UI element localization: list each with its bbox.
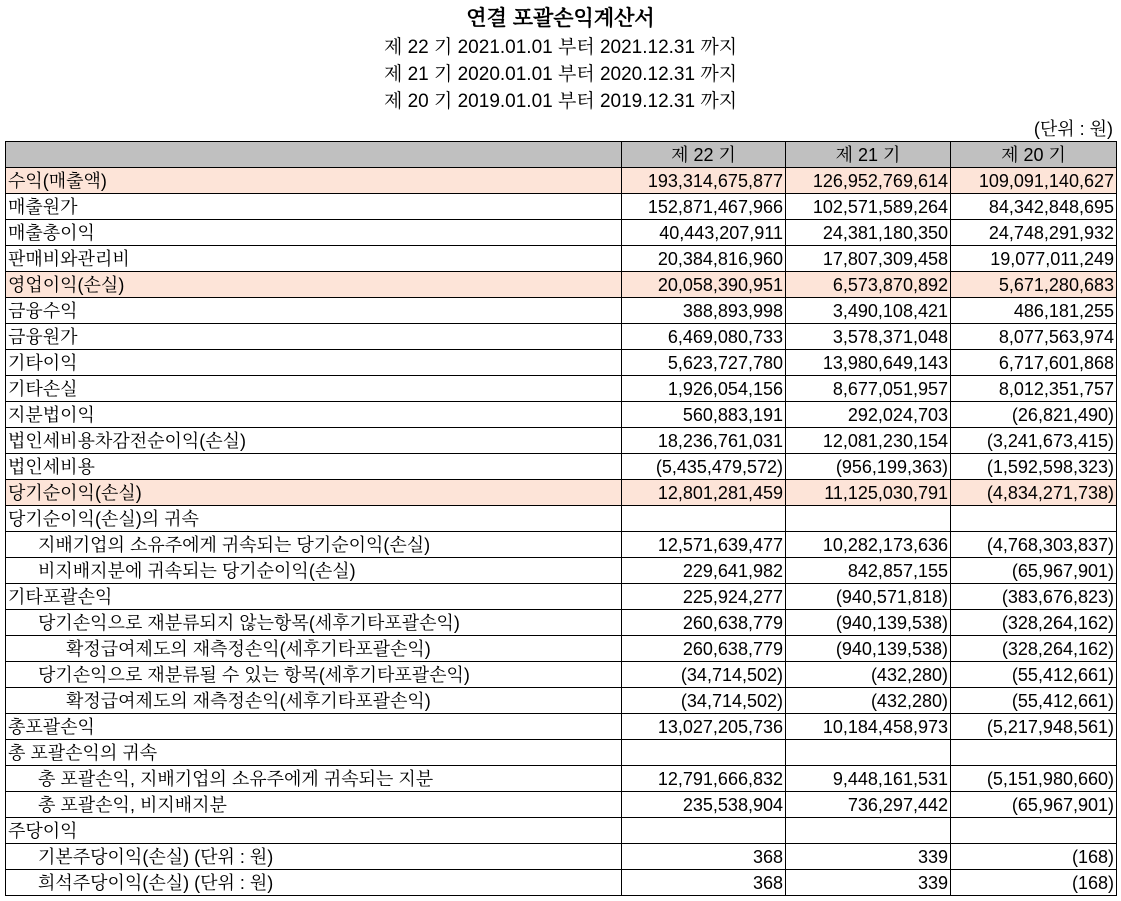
table-row xyxy=(6,454,1117,480)
row-value: (1,592,598,323) xyxy=(951,454,1117,480)
row-value: 84,342,848,695 xyxy=(951,194,1117,220)
table-row xyxy=(6,688,1117,714)
row-label: 지배기업의 소유주에게 귀속되는 당기순이익(손실) xyxy=(6,532,622,558)
row-value: 6,469,080,733 xyxy=(622,324,786,350)
row-value: 8,077,563,974 xyxy=(951,324,1117,350)
table-row xyxy=(6,428,1117,454)
row-value: (432,280) xyxy=(786,688,951,714)
table-row xyxy=(6,844,1117,870)
row-value: 10,184,458,973 xyxy=(786,714,951,740)
row-value: (168) xyxy=(951,870,1117,896)
row-label: 총 포괄손익의 귀속 xyxy=(6,740,622,766)
row-value: (5,217,948,561) xyxy=(951,714,1117,740)
statement-title: 연결 포괄손익계산서 xyxy=(466,7,655,30)
row-value: 368 xyxy=(622,870,786,896)
row-label: 금융수익 xyxy=(6,298,622,324)
row-value: 20,058,390,951 xyxy=(622,272,786,298)
row-value: 3,490,108,421 xyxy=(786,298,951,324)
row-value: 12,801,281,459 xyxy=(622,480,786,506)
row-value: (940,139,538) xyxy=(786,610,951,636)
row-value: 6,717,601,868 xyxy=(951,350,1117,376)
row-value: 292,024,703 xyxy=(786,402,951,428)
row-value: 842,857,155 xyxy=(786,558,951,584)
row-value: 102,571,589,264 xyxy=(786,194,951,220)
row-value: 10,282,173,636 xyxy=(786,532,951,558)
row-value: 9,448,161,531 xyxy=(786,766,951,792)
row-label: 판매비와관리비 xyxy=(6,246,622,272)
row-value: (5,151,980,660) xyxy=(951,766,1117,792)
column-header: 제 20 기 xyxy=(951,142,1117,168)
row-value: 40,443,207,911 xyxy=(622,220,786,246)
row-value: (328,264,162) xyxy=(951,636,1117,662)
row-value: (940,139,538) xyxy=(786,636,951,662)
row-label: 당기순이익(손실)의 귀속 xyxy=(6,506,622,532)
table-row xyxy=(6,376,1117,402)
row-value: (34,714,502) xyxy=(622,662,786,688)
row-label: 기타이익 xyxy=(6,350,622,376)
row-value: 152,871,467,966 xyxy=(622,194,786,220)
row-value: (328,264,162) xyxy=(951,610,1117,636)
table-row xyxy=(6,194,1117,220)
row-value: (3,241,673,415) xyxy=(951,428,1117,454)
table-row xyxy=(6,480,1117,506)
table-row xyxy=(6,610,1117,636)
row-value: (4,834,271,738) xyxy=(951,480,1117,506)
row-value: 11,125,030,791 xyxy=(786,480,951,506)
table-row xyxy=(6,298,1117,324)
row-value: 13,980,649,143 xyxy=(786,350,951,376)
row-value xyxy=(951,818,1117,844)
row-value xyxy=(622,506,786,532)
table-row xyxy=(6,558,1117,584)
row-label: 기타손실 xyxy=(6,376,622,402)
row-value: (5,435,479,572) xyxy=(622,454,786,480)
row-value: 19,077,011,249 xyxy=(951,246,1117,272)
table-row xyxy=(6,324,1117,350)
row-label: 당기순이익(손실) xyxy=(6,480,622,506)
row-value xyxy=(951,740,1117,766)
row-label: 영업이익(손실) xyxy=(6,272,622,298)
row-value: 5,671,280,683 xyxy=(951,272,1117,298)
table-row xyxy=(6,870,1117,896)
row-value: 260,638,779 xyxy=(622,610,786,636)
header-row xyxy=(6,142,1117,168)
row-value xyxy=(622,740,786,766)
period-line: 제 20 기 2019.01.01 부터 2019.12.31 까지 xyxy=(383,91,738,112)
row-label: 매출원가 xyxy=(6,194,622,220)
row-value: (168) xyxy=(951,844,1117,870)
row-label: 기본주당이익(손실) (단위 : 원) xyxy=(6,844,622,870)
row-value: 3,578,371,048 xyxy=(786,324,951,350)
row-value: 8,012,351,757 xyxy=(951,376,1117,402)
table-row xyxy=(6,272,1117,298)
table-row xyxy=(6,220,1117,246)
row-value: (34,714,502) xyxy=(622,688,786,714)
row-value: 24,748,291,932 xyxy=(951,220,1117,246)
period-line: 제 22 기 2021.01.01 부터 2021.12.31 까지 xyxy=(383,37,738,58)
row-value: 20,384,816,960 xyxy=(622,246,786,272)
row-value: (55,412,661) xyxy=(951,688,1117,714)
row-label: 희석주당이익(손실) (단위 : 원) xyxy=(6,870,622,896)
row-value: 388,893,998 xyxy=(622,298,786,324)
row-value: (26,821,490) xyxy=(951,402,1117,428)
table-row xyxy=(6,740,1117,766)
table-row xyxy=(6,792,1117,818)
row-value: (65,967,901) xyxy=(951,558,1117,584)
table-row xyxy=(6,714,1117,740)
table-row xyxy=(6,350,1117,376)
row-value: 339 xyxy=(786,844,951,870)
row-value: 235,538,904 xyxy=(622,792,786,818)
row-value: 109,091,140,627 xyxy=(951,168,1117,194)
row-value: 8,677,051,957 xyxy=(786,376,951,402)
table-row xyxy=(6,168,1117,194)
row-label: 금융원가 xyxy=(6,324,622,350)
row-label: 주당이익 xyxy=(6,818,622,844)
table-row xyxy=(6,506,1117,532)
row-label: 당기손익으로 재분류되지 않는항목(세후기타포괄손익) xyxy=(6,610,622,636)
row-label: 법인세비용 xyxy=(6,454,622,480)
row-value: 486,181,255 xyxy=(951,298,1117,324)
row-value: 6,573,870,892 xyxy=(786,272,951,298)
row-label: 확정급여제도의 재측정손익(세후기타포괄손익) xyxy=(6,636,622,662)
table-row xyxy=(6,662,1117,688)
row-label: 비지배지분에 귀속되는 당기순이익(손실) xyxy=(6,558,622,584)
row-value xyxy=(622,818,786,844)
row-label: 수익(매출액) xyxy=(6,168,622,194)
row-value: (956,199,363) xyxy=(786,454,951,480)
table-row xyxy=(6,532,1117,558)
row-value xyxy=(786,506,951,532)
row-value: 17,807,309,458 xyxy=(786,246,951,272)
row-value: 736,297,442 xyxy=(786,792,951,818)
row-label: 확정급여제도의 재측정손익(세후기타포괄손익) xyxy=(6,688,622,714)
row-label: 매출총이익 xyxy=(6,220,622,246)
row-value: 229,641,982 xyxy=(622,558,786,584)
row-value: 193,314,675,877 xyxy=(622,168,786,194)
row-value: 560,883,191 xyxy=(622,402,786,428)
row-value: 18,236,761,031 xyxy=(622,428,786,454)
row-value: 1,926,054,156 xyxy=(622,376,786,402)
row-value: 368 xyxy=(622,844,786,870)
row-value: 12,571,639,477 xyxy=(622,532,786,558)
row-label: 법인세비용차감전순이익(손실) xyxy=(6,428,622,454)
row-value: (65,967,901) xyxy=(951,792,1117,818)
row-value: 339 xyxy=(786,870,951,896)
row-value: 5,623,727,780 xyxy=(622,350,786,376)
row-value: 225,924,277 xyxy=(622,584,786,610)
column-header xyxy=(6,142,622,168)
row-value: 126,952,769,614 xyxy=(786,168,951,194)
row-value: (55,412,661) xyxy=(951,662,1117,688)
row-value: (940,571,818) xyxy=(786,584,951,610)
row-value: (4,768,303,837) xyxy=(951,532,1117,558)
row-label: 지분법이익 xyxy=(6,402,622,428)
table-row xyxy=(6,246,1117,272)
row-value: (383,676,823) xyxy=(951,584,1117,610)
row-value: (432,280) xyxy=(786,662,951,688)
income-statement-table xyxy=(5,141,1117,896)
table-row xyxy=(6,818,1117,844)
unit-label: (단위 : 원) xyxy=(1033,119,1113,139)
row-value xyxy=(786,818,951,844)
column-header: 제 22 기 xyxy=(622,142,786,168)
table-row xyxy=(6,584,1117,610)
table-row xyxy=(6,636,1117,662)
column-header: 제 21 기 xyxy=(786,142,951,168)
row-value: 12,791,666,832 xyxy=(622,766,786,792)
table-row xyxy=(6,402,1117,428)
row-value: 260,638,779 xyxy=(622,636,786,662)
row-label: 총 포괄손익, 비지배지분 xyxy=(6,792,622,818)
row-label: 총 포괄손익, 지배기업의 소유주에게 귀속되는 지분 xyxy=(6,766,622,792)
table-row xyxy=(6,766,1117,792)
row-label: 총포괄손익 xyxy=(6,714,622,740)
row-value xyxy=(786,740,951,766)
row-value xyxy=(951,506,1117,532)
row-value: 13,027,205,736 xyxy=(622,714,786,740)
row-value: 12,081,230,154 xyxy=(786,428,951,454)
row-value: 24,381,180,350 xyxy=(786,220,951,246)
row-label: 기타포괄손익 xyxy=(6,584,622,610)
period-line: 제 21 기 2020.01.01 부터 2020.12.31 까지 xyxy=(383,64,738,85)
row-label: 당기손익으로 재분류될 수 있는 항목(세후기타포괄손익) xyxy=(6,662,622,688)
